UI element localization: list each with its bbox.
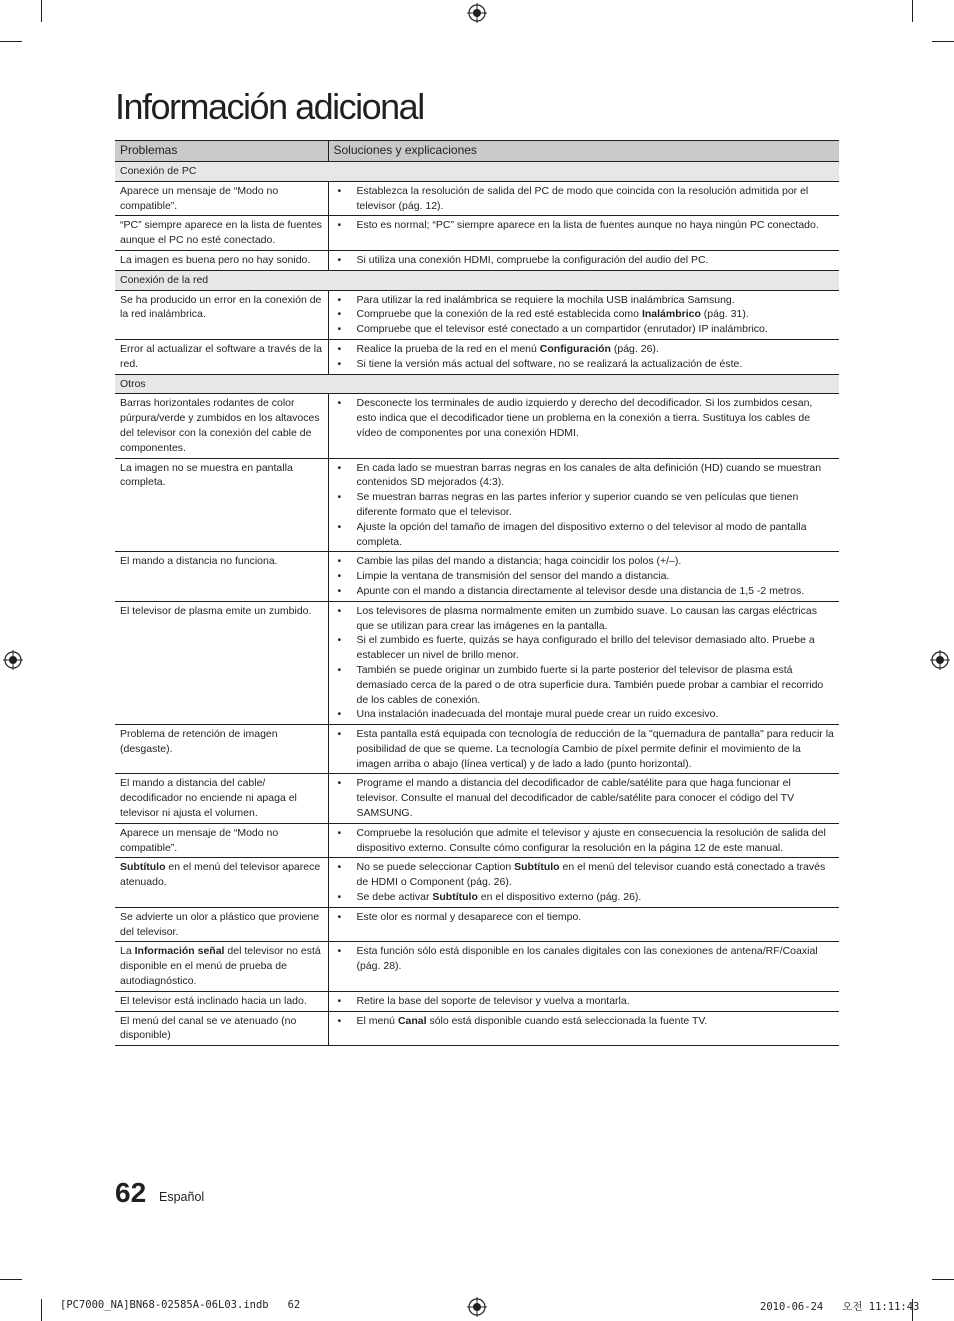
- solution-list: [329, 604, 835, 722]
- crop-mark: [932, 1279, 954, 1280]
- text-segment: Aparece un mensaje de “Modo no compatible”.: [120, 826, 279, 854]
- table-row: [115, 858, 839, 907]
- solution-cell: [328, 181, 839, 216]
- solution-item: [329, 860, 835, 890]
- text-segment: del televisor no está disponible en el menú de prueba de autodiagnóstico.: [120, 945, 321, 988]
- problem-cell: [115, 774, 328, 823]
- problem-cell: [115, 907, 328, 942]
- text-segment: El televisor está inclinado hacia un lado.: [120, 994, 307, 1007]
- text-segment: Esta pantalla está equipada con tecnología de reducción de la "quemadura de pantalla" para reducir la posibilidad de que se queme. La tecnología Cambio de píxel permite definir el movimiento de la imagen arriba o abajo (línea vertical) y de lado a lado (punto horizontal).: [356, 728, 834, 770]
- text-segment: En cada lado se muestran barras negras en los canales de alta definición (HD) cuando se muestran contenidos SD mejorados (4:3).: [356, 461, 822, 489]
- registration-mark-icon: [3, 650, 23, 670]
- solution-list: [329, 293, 835, 337]
- footer-file-info: [PC7000_NA]BN68-02585A-06L03.indb 62: [60, 1299, 301, 1311]
- text-segment: Compruebe que la conexión de la red esté establecida como: [356, 308, 642, 321]
- text-segment: Esta función sólo está disponible en los canales digitales con las conexiones de antena/RF/Coaxial (pág. 28).: [356, 945, 818, 973]
- page-language: Español: [159, 1190, 205, 1204]
- problem-cell: [115, 181, 328, 216]
- solution-list: [329, 1014, 835, 1029]
- solution-item: [329, 633, 835, 663]
- crop-mark: [41, 0, 42, 22]
- text-segment: El mando a distancia del cable/ decodificador no enciende ni apaga el televisor ni ajusta el volumen.: [120, 777, 297, 820]
- solution-cell: [328, 774, 839, 823]
- text-segment: Este olor es normal y desaparece con el tiempo.: [356, 910, 582, 923]
- solution-cell: [328, 458, 839, 552]
- crop-mark: [932, 41, 954, 42]
- solution-list: [329, 218, 835, 233]
- text-segment: No se puede seleccionar Caption: [356, 861, 515, 874]
- text-segment: (pág. 31).: [700, 308, 749, 321]
- section-title: Conexión de PC: [115, 162, 839, 182]
- solution-item: [329, 663, 835, 707]
- text-segment: (pág. 26).: [610, 342, 659, 355]
- solution-cell: [328, 250, 839, 270]
- problem-cell: [115, 601, 328, 724]
- text-segment: Compruebe que el televisor esté conectado a un compartidor (enrutador) IP inalámbrico.: [356, 323, 768, 336]
- table-row: [115, 339, 839, 374]
- solution-list: [329, 910, 835, 925]
- footer-date: 2010-06-24 오전 11:11:43: [760, 1301, 920, 1313]
- text-segment: La: [120, 945, 135, 958]
- solution-list: [329, 461, 835, 550]
- text-segment: Compruebe la resolución que admite el televisor y ajuste en consecuencia la resolución de salida del dispositivo externo. Consulte cómo configurar la resolución en la página 12 de este manual.: [356, 826, 826, 854]
- text-segment: Problema de retención de imagen (desgaste).: [120, 728, 278, 755]
- text-segment: Establezca la resolución de salida del PC de modo que coincida con la resolución admitida por el televisor (pág. 12).: [356, 184, 809, 212]
- solution-cell: [328, 725, 839, 774]
- problem-cell: [115, 250, 328, 270]
- problem-cell: [115, 823, 328, 858]
- solution-item: [329, 1014, 835, 1029]
- text-segment: El televisor de plasma emite un zumbido.: [120, 604, 312, 617]
- solution-cell: [328, 907, 839, 942]
- table-row: [115, 725, 839, 774]
- crop-mark: [0, 41, 22, 42]
- solution-list: [329, 776, 835, 820]
- section-row: [115, 270, 839, 290]
- solution-cell: [328, 339, 839, 374]
- problem-cell: [115, 394, 328, 458]
- solution-list: [329, 396, 835, 440]
- problem-cell: [115, 942, 328, 991]
- text-segment: Apunte con el mando a distancia directamente al televisor desde una distancia de 1,5 -2 metros.: [356, 584, 805, 597]
- table-row: [115, 774, 839, 823]
- text-segment: en el menú del televisor aparece atenuado.: [120, 861, 321, 889]
- table-row: [115, 394, 839, 458]
- bold-term: Subtítulo: [432, 891, 478, 904]
- registration-mark-icon: [467, 1297, 487, 1317]
- solution-cell: [328, 552, 839, 601]
- bold-term: Subtítulo: [120, 861, 166, 874]
- solution-list: [329, 826, 835, 856]
- text-segment: También se puede originar un zumbido fuerte si la parte posterior del televisor de plasma está demasiado cerca de la pared o de otra superficie dura. También puede probar a cambiar el recorrido de los cables de conexión.: [356, 663, 824, 706]
- solution-item: [329, 520, 835, 550]
- text-segment: Retire la base del soporte de televisor y vuelva a montarla.: [356, 994, 630, 1007]
- table-row: [115, 290, 839, 339]
- solution-cell: [328, 1011, 839, 1046]
- section-row: [115, 162, 839, 182]
- page-number: 62: [115, 1177, 147, 1208]
- bold-term: Inalámbrico: [641, 308, 701, 321]
- solution-item: [329, 342, 835, 357]
- solution-list: [329, 860, 835, 904]
- text-segment: Esto es normal; “PC” siempre aparece en la lista de fuentes aunque no haya ningún PC conectado.: [356, 219, 819, 232]
- solution-item: [329, 910, 835, 925]
- text-segment: Cambie las pilas del mando a distancia; haga coincidir los polos (+/–).: [356, 555, 682, 568]
- solution-cell: [328, 601, 839, 724]
- solution-item: [329, 490, 835, 520]
- table-row: [115, 552, 839, 601]
- solution-list: [329, 727, 835, 771]
- bold-term: Subtítulo: [514, 861, 560, 874]
- page-title: Información adicional: [115, 86, 424, 127]
- solution-item: [329, 218, 835, 233]
- text-segment: Limpie la ventana de transmisión del sensor del mando a distancia.: [356, 570, 670, 583]
- problem-cell: [115, 216, 328, 251]
- text-segment: Si utiliza una conexión HDMI, compruebe la configuración del audio del PC.: [356, 253, 709, 266]
- text-segment: sólo está disponible cuando está seleccionada la fuente TV.: [426, 1014, 708, 1027]
- solution-item: [329, 554, 835, 569]
- solution-item: [329, 584, 835, 599]
- problem-cell: [115, 725, 328, 774]
- solution-item: [329, 826, 835, 856]
- solution-item: [329, 322, 835, 337]
- text-segment: “PC” siempre aparece en la lista de fuentes aunque el PC no esté conectado.: [120, 219, 322, 247]
- text-segment: El mando a distancia no funciona.: [120, 555, 278, 568]
- registration-mark-icon: [930, 650, 950, 670]
- text-segment: Los televisores de plasma normalmente emiten un zumbido suave. Lo causan las cargas eléctricas que se utilizan para crear las imágenes en la pantalla.: [356, 604, 817, 632]
- crop-mark: [41, 1299, 42, 1321]
- text-segment: Barras horizontales rodantes de color púrpura/verde y zumbidos en los altavoces del televisor con la conexión del cable de componentes.: [120, 397, 320, 454]
- section-row: [115, 374, 839, 394]
- solution-cell: [328, 991, 839, 1011]
- solution-list: [329, 994, 835, 1009]
- problem-cell: [115, 290, 328, 339]
- solution-item: [329, 253, 835, 268]
- solution-item: [329, 944, 835, 974]
- solution-item: [329, 461, 835, 491]
- text-segment: Una instalación inadecuada del montaje mural puede crear un ruido excesivo.: [356, 708, 719, 721]
- solution-item: [329, 307, 835, 322]
- table-row: [115, 250, 839, 270]
- crop-mark: [0, 1279, 22, 1280]
- text-segment: La imagen es buena pero no hay sonido.: [120, 253, 311, 266]
- text-segment: Aparece un mensaje de “Modo no compatible”.: [120, 184, 279, 212]
- solution-list: [329, 342, 835, 372]
- solution-item: [329, 569, 835, 584]
- crop-mark: [912, 0, 913, 22]
- bold-term: Configuración: [539, 342, 611, 355]
- table-header-row: [115, 141, 839, 162]
- table-row: [115, 601, 839, 724]
- text-segment: Se advierte un olor a plástico que proviene del televisor.: [120, 910, 320, 938]
- solution-list: [329, 253, 835, 268]
- table-row: [115, 458, 839, 552]
- table-row: [115, 823, 839, 858]
- column-header-solutions: Soluciones y explicaciones: [328, 141, 839, 162]
- table-row: [115, 942, 839, 991]
- text-segment: Ajuste la opción del tamaño de imagen del dispositivo externo o del televisor al modo de pantalla completa.: [356, 520, 807, 548]
- text-segment: Realice la prueba de la red en el menú: [356, 342, 540, 355]
- section-title: Otros: [115, 374, 839, 394]
- solution-item: [329, 776, 835, 820]
- table-row: [115, 216, 839, 251]
- solution-cell: [328, 290, 839, 339]
- solution-item: [329, 727, 835, 771]
- column-header-problems: Problemas: [115, 141, 328, 162]
- text-segment: El menú: [356, 1014, 398, 1027]
- text-segment: Si tiene la versión más actual del software, no se realizará la actualización de éste.: [356, 357, 743, 370]
- section-title: Conexión de la red: [115, 270, 839, 290]
- text-segment: Error al actualizar el software a través de la red.: [120, 342, 322, 370]
- solution-cell: [328, 858, 839, 907]
- solution-cell: [328, 823, 839, 858]
- text-segment: El menú del canal se ve atenuado (no disponible): [120, 1014, 297, 1042]
- text-segment: Se muestran barras negras en las partes inferior y superior cuando se ven películas que tienen diferente formato que el televisor.: [356, 491, 799, 518]
- solution-item: [329, 184, 835, 214]
- solution-item: [329, 293, 835, 308]
- registration-mark-icon: [467, 3, 487, 23]
- text-segment: Se debe activar: [356, 891, 433, 904]
- text-segment: Si el zumbido es fuerte, quizás se haya configurado el brillo del televisor demasiado alto. Pruebe a establecer un nivel de brillo menor.: [356, 634, 815, 662]
- text-segment: en el menú del televisor cuando está conectado a través de HDMI o Component (pág. 26).: [356, 861, 826, 889]
- table-row: [115, 907, 839, 942]
- problem-cell: [115, 1011, 328, 1046]
- solution-cell: [328, 216, 839, 251]
- problem-cell: [115, 858, 328, 907]
- solution-list: [329, 184, 835, 214]
- bold-term: Información señal: [134, 945, 225, 958]
- text-segment: Se ha producido un error en la conexión de la red inalámbrica.: [120, 293, 322, 321]
- solution-item: [329, 357, 835, 372]
- solution-item: [329, 604, 835, 634]
- text-segment: en el dispositivo externo (pág. 26).: [477, 891, 642, 904]
- table-row: [115, 181, 839, 216]
- problem-cell: [115, 552, 328, 601]
- table-row: [115, 1011, 839, 1046]
- text-segment: Para utilizar la red inalámbrica se requiere la mochila USB inalámbrica Samsung.: [356, 293, 735, 306]
- solution-list: [329, 944, 835, 974]
- table-row: [115, 991, 839, 1011]
- problem-cell: [115, 458, 328, 552]
- solution-cell: [328, 942, 839, 991]
- solution-item: [329, 994, 835, 1009]
- solution-cell: [328, 394, 839, 458]
- bold-term: Canal: [397, 1014, 427, 1027]
- table-body: [115, 162, 839, 1046]
- solution-item: [329, 707, 835, 722]
- problem-cell: [115, 339, 328, 374]
- text-segment: Desconecte los terminales de audio izquierdo y derecho del decodificador. Si los zumbidos cesan, esto indica que el decodificador tiene un problema en la conexión a tierra. Sustituya los cables de vídeo de componentes por una conexión HDMI.: [356, 397, 813, 439]
- solution-item: [329, 890, 835, 905]
- text-segment: Programe el mando a distancia del decodificador de cable/satélite para que haga funcionar el televisor. Consulte el manual del decodificador de cable/satélite para conocer el código del TV SAMSUNG.: [356, 777, 795, 820]
- solution-item: [329, 396, 835, 440]
- text-segment: La imagen no se muestra en pantalla completa.: [120, 461, 293, 489]
- troubleshooting-table: [115, 140, 839, 1046]
- problem-cell: [115, 991, 328, 1011]
- solution-list: [329, 554, 835, 598]
